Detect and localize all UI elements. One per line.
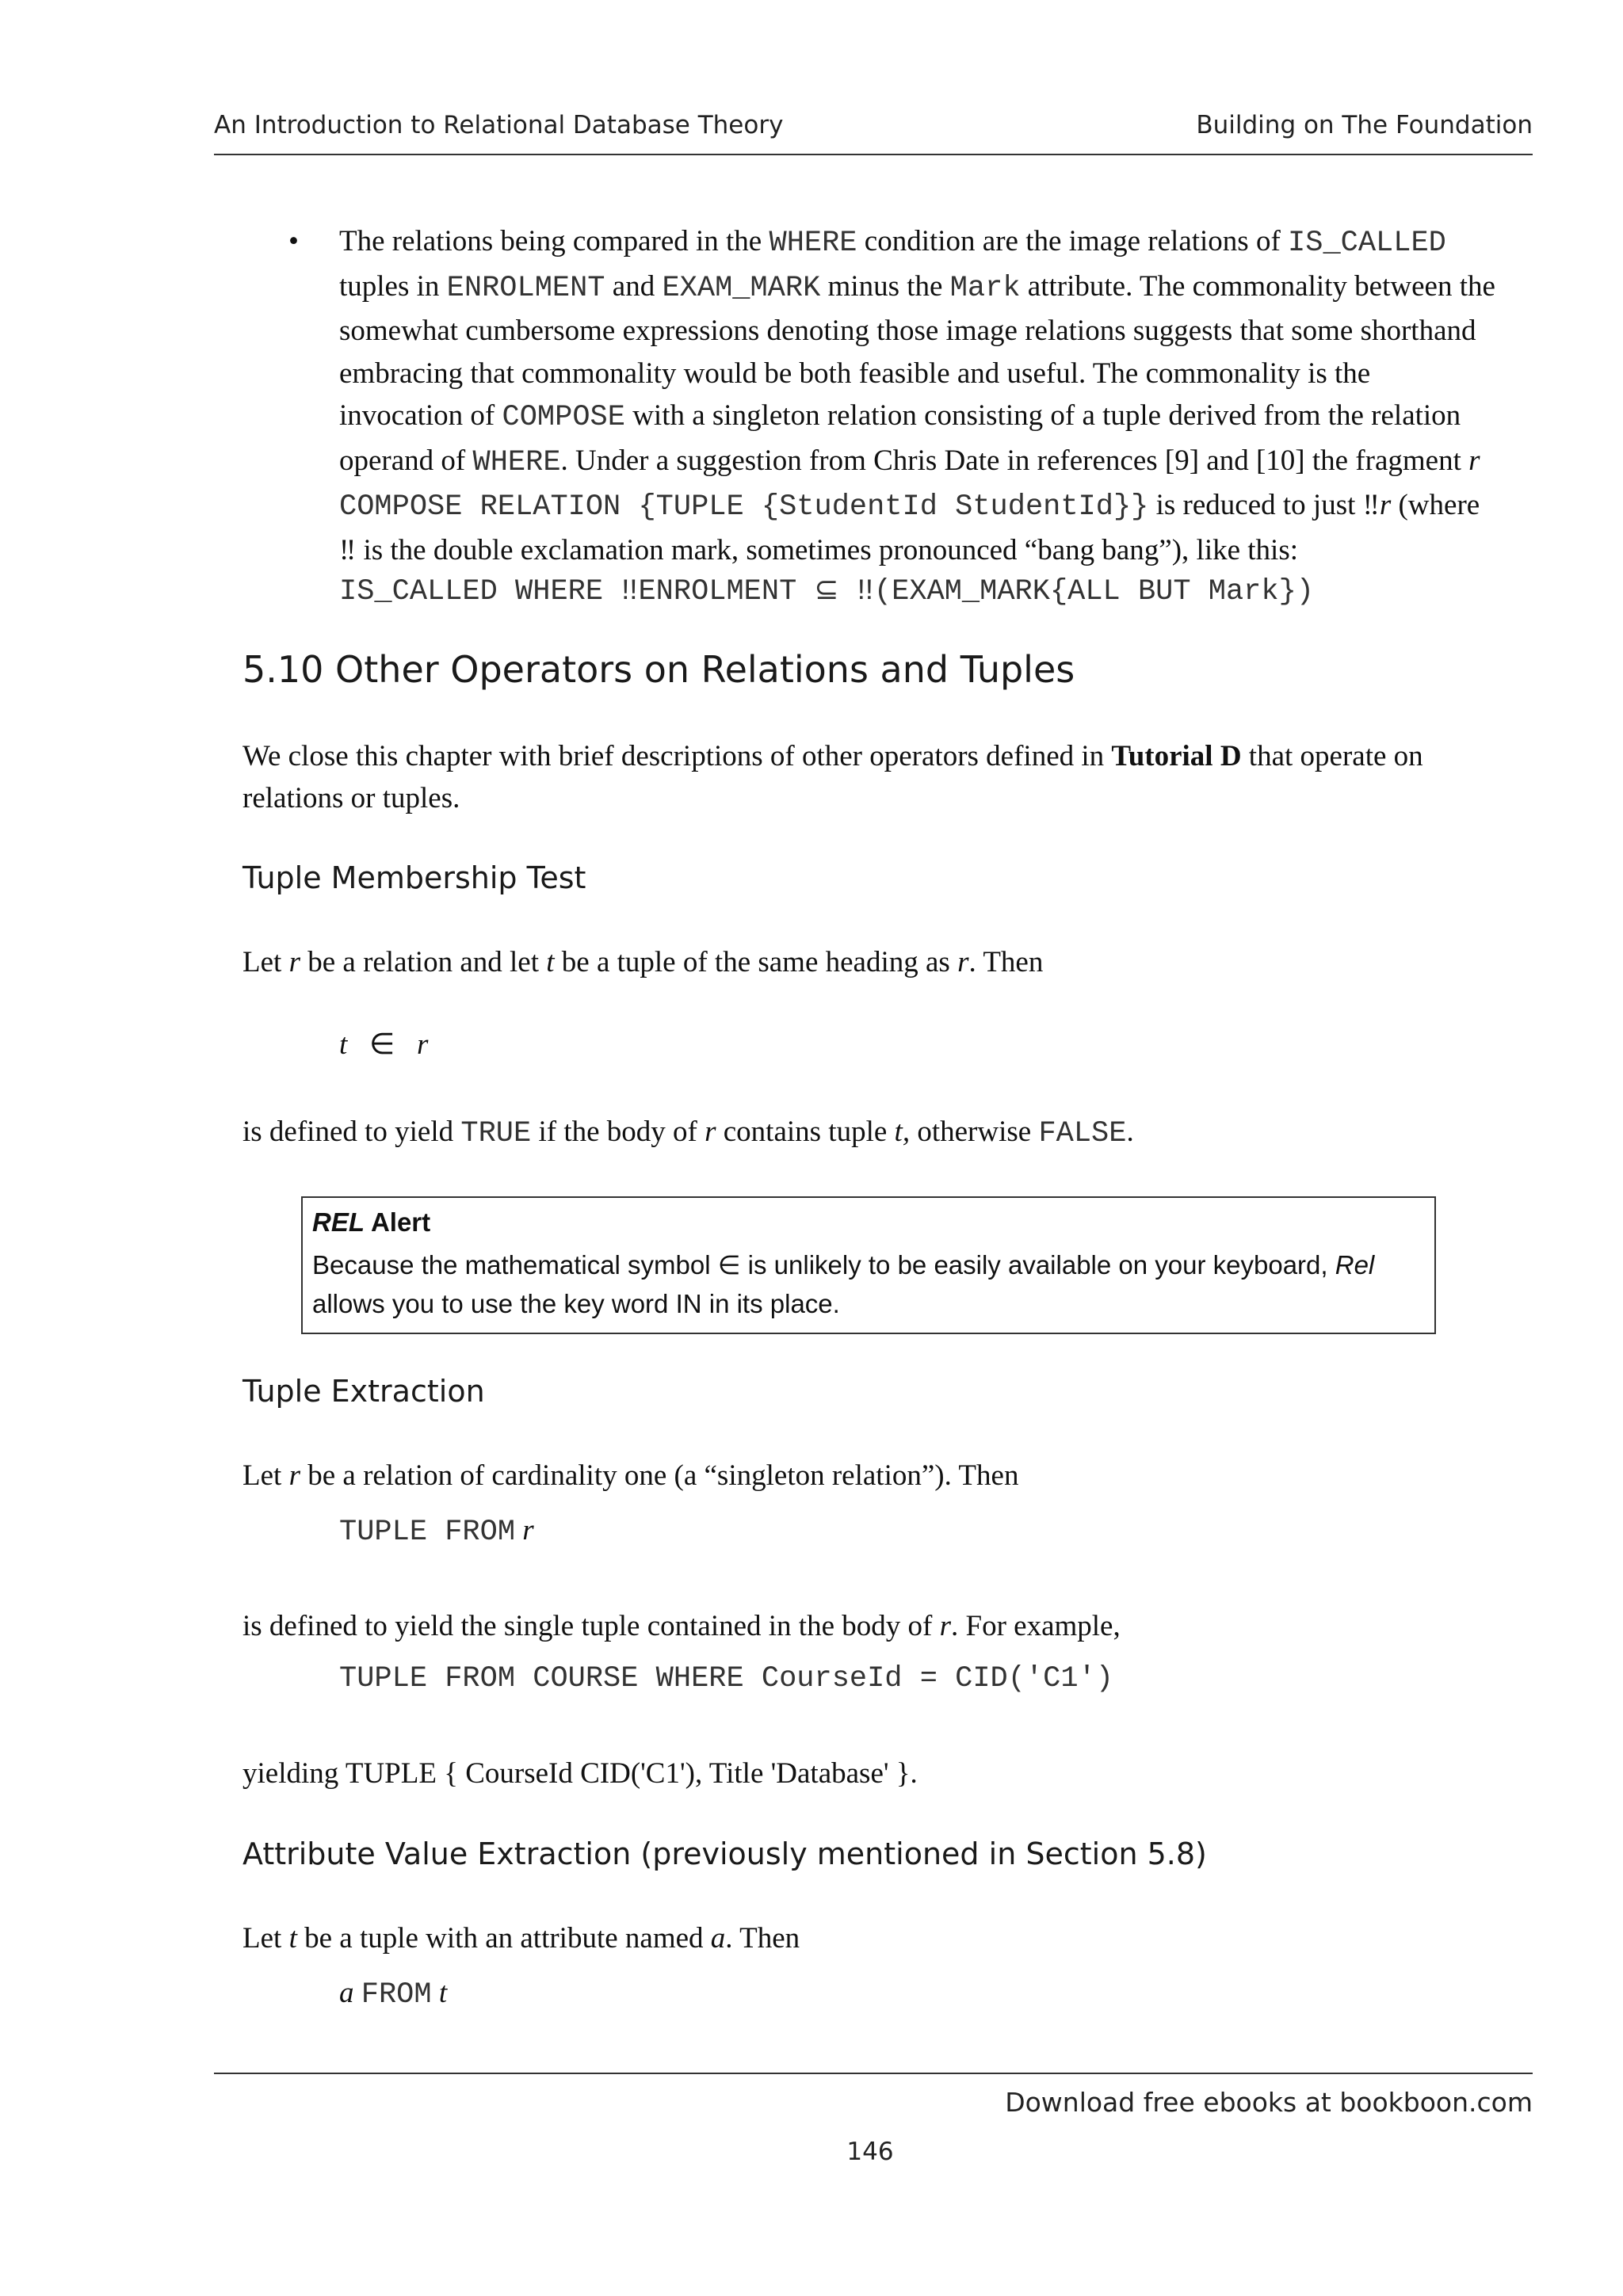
header-divider: [214, 154, 1533, 155]
subheading-tuple-extraction: Tuple Extraction: [242, 1374, 485, 1409]
subheading-tuple-membership: Tuple Membership Test: [242, 860, 586, 895]
bullet-line-1: The relations being compared in the WHERE condition are the image relations of IS_CALLED: [339, 225, 1446, 260]
membership-expression: t ∈ r: [339, 1028, 429, 1061]
extraction-code-1: TUPLE FROM r: [339, 1514, 534, 1549]
footer-download-link[interactable]: Download free ebooks at bookboon.com: [1005, 2087, 1533, 2118]
running-header-title: An Introduction to Relational Database Theory: [214, 111, 784, 139]
bullet-line-5: invocation of COMPOSE with a singleton relation consisting of a tuple derived from the relation: [339, 399, 1461, 434]
extraction-paragraph-3: yielding TUPLE { CourseId CID('C1'), Title 'Database' }.: [242, 1757, 918, 1790]
intro-paragraph: We close this chapter with brief descriptions of other operators defined in Tutorial D that operate on relations or tuples.: [242, 740, 1423, 814]
page-number: 146: [846, 2138, 894, 2166]
bullet-line-6: operand of WHERE. Under a suggestion from Chris Date in references [9] and [10] the fragment r: [339, 444, 1480, 479]
bullet-line-3: somewhat cumbersome expressions denoting those image relations suggests that some shorthand: [339, 315, 1476, 347]
bullet-line-7: COMPOSE RELATION {TUPLE {StudentId StudentId}} is reduced to just ‼r (where: [339, 489, 1480, 524]
subheading-attribute-extraction: Attribute Value Extraction (previously mentioned in Section 5.8): [242, 1836, 1207, 1871]
bullet-line-2: tuples in ENROLMENT and EXAM_MARK minus the Mark attribute. The commonality between the: [339, 269, 1495, 305]
footer-divider: [214, 2073, 1533, 2074]
section-heading: 5.10 Other Operators on Relations and Tuples: [242, 648, 1075, 691]
bullet-paragraph: [339, 220, 1528, 614]
extraction-paragraph-2: is defined to yield the single tuple contained in the body of r. For example,: [242, 1610, 1121, 1642]
extraction-paragraph-1: Let r be a relation of cardinality one (a “singleton relation”). Then: [242, 1459, 1019, 1492]
attribute-code: a FROM t: [339, 1977, 448, 2012]
running-header-chapter: Building on The Foundation: [1196, 111, 1533, 139]
membership-paragraph-1: Let r be a relation and let t be a tuple of the same heading as r. Then: [242, 946, 1044, 978]
bullet-marker: •: [288, 225, 299, 257]
bullet-code-example: IS_CALLED WHERE ‼ENROLMENT ⊆ ‼(EXAM_MARK{ALL BUT Mark}): [339, 575, 1314, 608]
bullet-line-8: ‼ is the double exclamation mark, sometimes pronounced “bang bang”), like this:: [339, 533, 1299, 566]
extraction-code-2: TUPLE FROM COURSE WHERE CourseId = CID('C1'): [339, 1662, 1113, 1695]
membership-paragraph-2: is defined to yield TRUE if the body of r contains tuple t, otherwise FALSE.: [242, 1116, 1134, 1150]
rel-alert-title: REL Alert: [312, 1207, 431, 1237]
attribute-paragraph-1: Let t be a tuple with an attribute named a. Then: [242, 1922, 800, 1955]
rel-alert-body: Because the mathematical symbol ∈ is unlikely to be easily available on your keyboard, Rel allows you to use the key word IN in its place.: [312, 1250, 1375, 1318]
bullet-line-4: embracing that commonality would be both feasible and useful. The commonality is the: [339, 357, 1371, 390]
